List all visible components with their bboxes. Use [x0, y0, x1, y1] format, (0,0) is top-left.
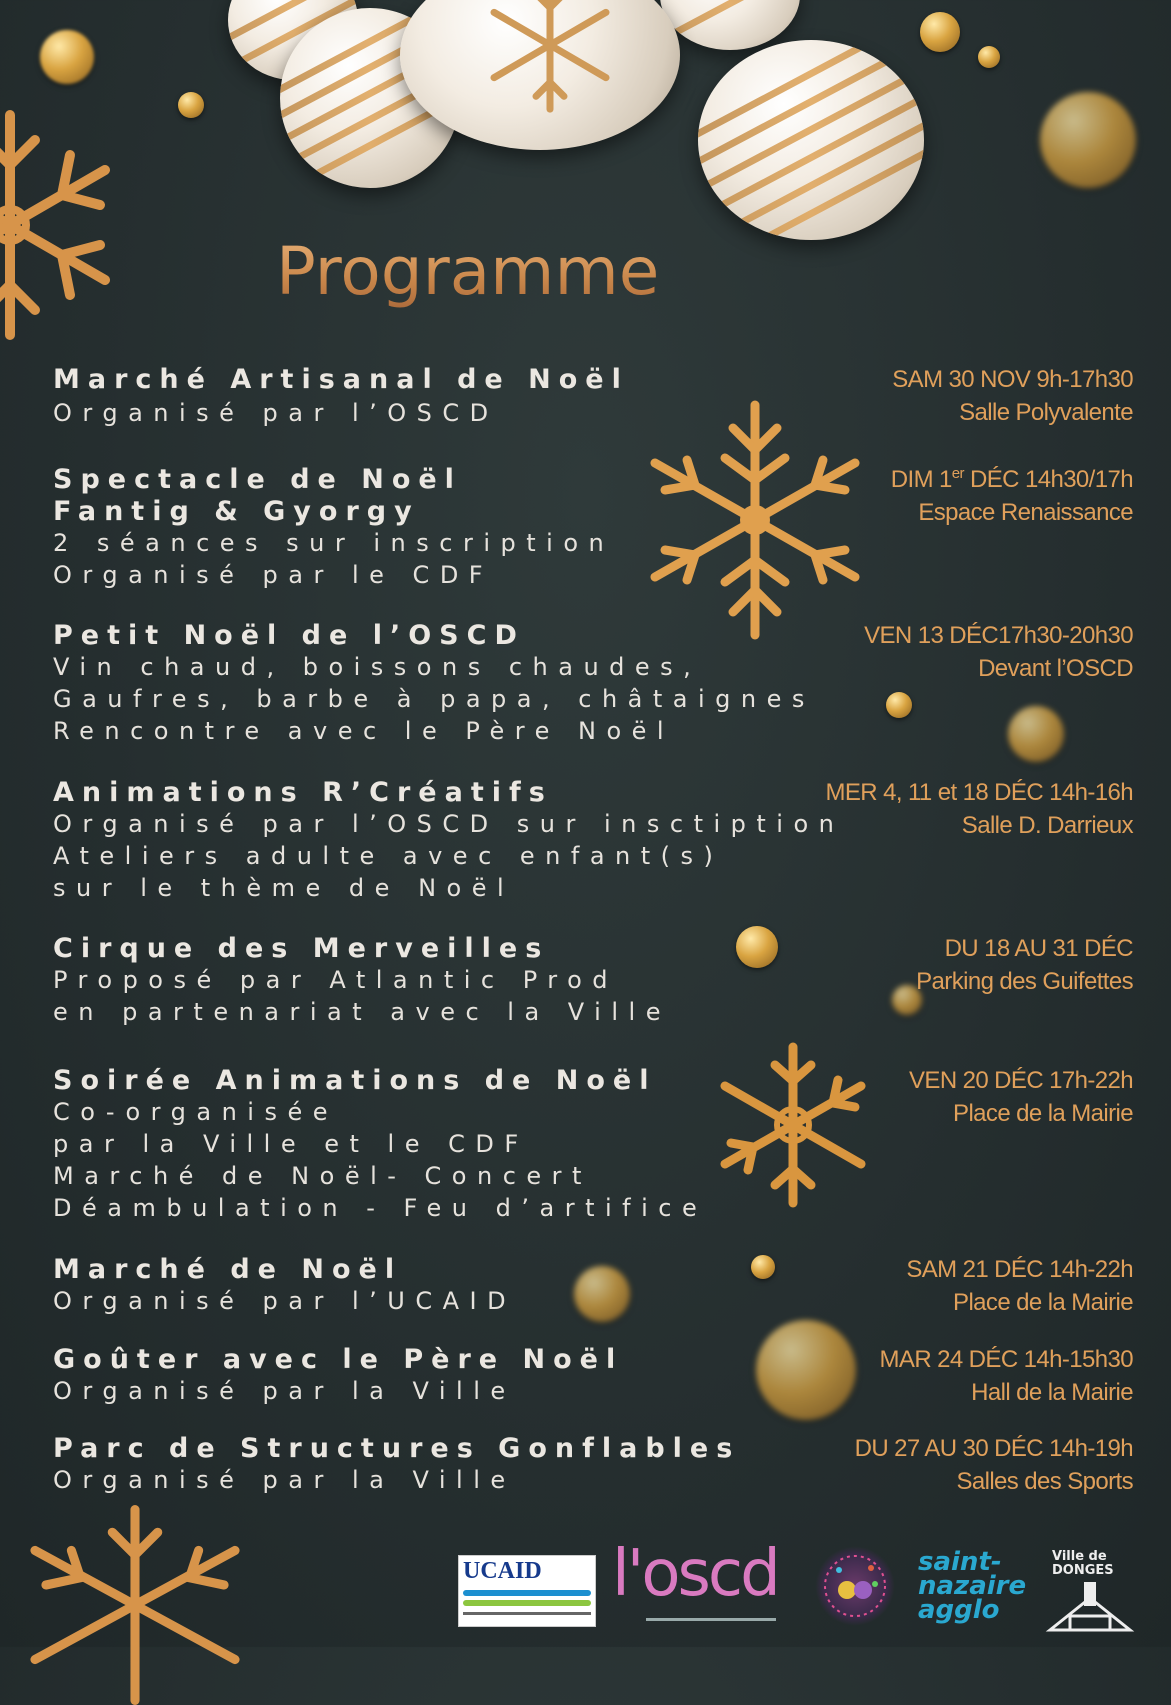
event-description: Gaufres, barbe à papa, châtaignes: [53, 685, 815, 713]
event-date: DU 27 AU 30 DÉC 14h-19h: [854, 1435, 1133, 1462]
gold-bead: [886, 692, 912, 718]
event-place: Salles des Sports: [956, 1468, 1133, 1495]
festival-logo: [815, 1546, 895, 1626]
ucaid-logo: [458, 1555, 596, 1627]
event-description: Organisé par la Ville: [53, 1466, 516, 1494]
event-description: Ateliers adulte avec enfant(s): [53, 842, 724, 870]
event-description: Déambulation - Feu d’artifice: [53, 1194, 708, 1222]
gold-bead: [40, 30, 94, 84]
event-description: Rencontre avec le Père Noël: [53, 717, 675, 745]
oscd-logo-text: l'oscd: [612, 1537, 778, 1611]
ucaid-logo-text: UCAID: [463, 1558, 542, 1584]
saint-nazaire-logo-text: saint- nazaire agglo: [918, 1547, 1027, 1625]
event-place: Place de la Mairie: [953, 1289, 1133, 1316]
event-date: SAM 30 NOV 9h-17h30: [892, 366, 1133, 393]
ornament-ball: [660, 0, 800, 50]
event-description: Vin chaud, boissons chaudes,: [53, 653, 702, 681]
event-description: Organisé par l’OSCD sur insctiption: [53, 810, 845, 838]
event-description: Organisé par la Ville: [53, 1377, 516, 1405]
gold-bead: [178, 92, 204, 118]
gold-bead: [1040, 92, 1136, 188]
event-place: Salle D. Darrieux: [961, 812, 1133, 839]
event-description: Marché de Noël- Concert: [53, 1162, 592, 1190]
event-description: Organisé par le CDF: [53, 561, 494, 589]
event-description: par la Ville et le CDF: [53, 1130, 529, 1158]
event-title: Petit Noël de l’OSCD: [53, 620, 525, 651]
event-place: Place de la Mairie: [953, 1100, 1133, 1127]
snowflake-icon: [480, 0, 620, 130]
event-date: VEN 13 DÉC17h30-20h30: [864, 622, 1133, 649]
event-description: 2 séances sur inscription: [53, 529, 615, 557]
event-title: Marché Artisanal de Noël: [53, 364, 629, 395]
event-place: Devant l’OSCD: [978, 655, 1133, 682]
snowflake-icon: [630, 395, 880, 645]
ornament-ball: [698, 40, 924, 240]
event-description: Organisé par l’UCAID: [53, 1287, 517, 1315]
event-place: Salle Polyvalente: [959, 399, 1133, 426]
event-title: Cirque des Merveilles: [53, 933, 550, 964]
saint-nazaire-agglo-logo: [918, 1547, 1028, 1630]
event-description: en partenariat avec la Ville: [53, 998, 671, 1026]
event-place: Hall de la Mairie: [971, 1379, 1133, 1406]
event-title: Marché de Noël: [53, 1254, 403, 1285]
event-title: Fantig & Gyorgy: [53, 496, 420, 527]
event-date: DIM 1er DÉC 14h30/17h: [890, 465, 1133, 493]
gold-bead: [756, 1320, 856, 1420]
gold-bead: [1008, 706, 1064, 762]
gold-bead: [751, 1255, 775, 1279]
event-date: SAM 21 DÉC 14h-22h: [906, 1256, 1133, 1283]
event-date: MAR 24 DÉC 14h-15h30: [879, 1346, 1133, 1373]
event-date: VEN 20 DÉC 17h-22h: [909, 1067, 1133, 1094]
gold-bead: [574, 1266, 630, 1322]
gold-bead: [920, 12, 960, 52]
event-description: Co-organisée: [53, 1098, 338, 1126]
event-title: Parc de Structures Gonflables: [53, 1433, 741, 1464]
snowflake-icon: [708, 1040, 878, 1210]
oscd-logo: [612, 1537, 787, 1626]
event-title: Animations R’Créatifs: [53, 777, 553, 808]
gold-bead: [736, 926, 778, 968]
masks-icon: [815, 1546, 895, 1626]
page-title: Programme: [276, 232, 696, 312]
event-description: Organisé par l’OSCD: [53, 399, 499, 427]
snowflake-icon: [0, 90, 130, 360]
church-icon: [1040, 1578, 1140, 1634]
event-date: MER 4, 11 et 18 DÉC 14h-16h: [825, 779, 1133, 806]
event-description: sur le thème de Noël: [53, 874, 515, 902]
event-title: Goûter avec le Père Noël: [53, 1344, 624, 1375]
event-title: Soirée Animations de Noël: [53, 1065, 657, 1096]
event-place: Espace Renaissance: [918, 499, 1133, 526]
ville-logo-text: Ville de DONGES: [1052, 1549, 1114, 1578]
event-description: Proposé par Atlantic Prod: [53, 966, 619, 994]
event-place: Parking des Guifettes: [916, 968, 1133, 995]
gold-bead: [978, 46, 1000, 68]
event-date: DU 18 AU 31 DÉC: [944, 935, 1133, 962]
ville-logo: [1040, 1548, 1140, 1634]
partner-logos: [0, 1537, 1171, 1647]
event-title: Spectacle de Noël: [53, 464, 462, 495]
